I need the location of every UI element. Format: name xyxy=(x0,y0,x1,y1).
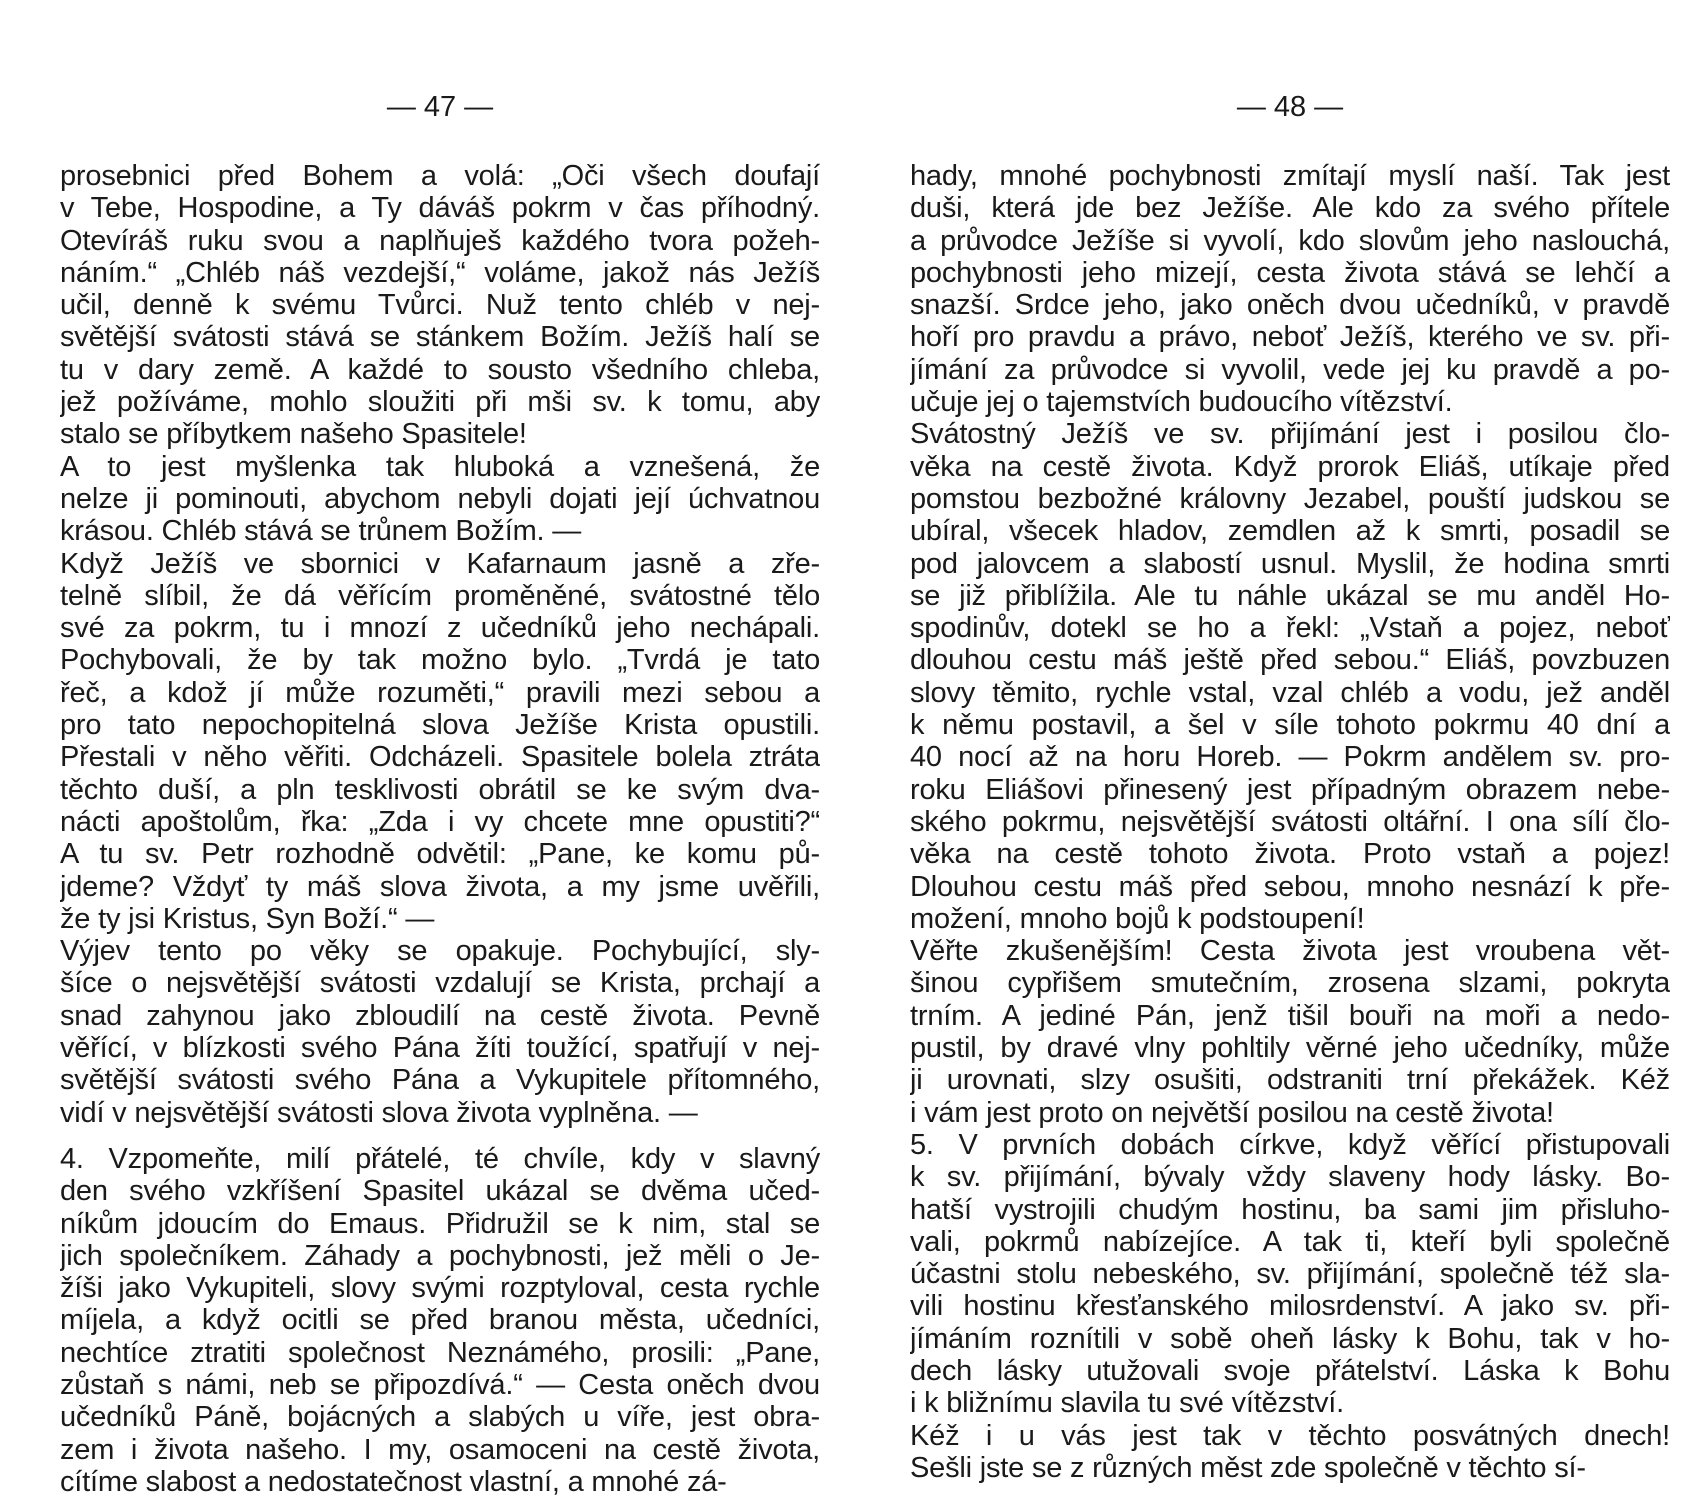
text-line: den svého vzkříšení Spasitel ukázal se dvěma učed- xyxy=(60,1175,820,1208)
text-line: Svátostný Ježíš ve sv. přijímání jest i posilou člo- xyxy=(910,418,1670,451)
text-line: prosebnici před Bohem a volá: „Oči všech doufají xyxy=(60,160,820,192)
text-line: šinou cypřišem smutečním, zrosena slzami, pokryta xyxy=(910,967,1670,1000)
text-line: pustil, by dravé vlny pohltily věrné jeho učedníky, může xyxy=(910,1032,1670,1065)
text-line: snazší. Srdce jeho, jako oněch dvou učedníků, v pravdě xyxy=(910,289,1670,322)
text-line: jímání za průvodce si vyvolil, vede jej ku pravdě a po- xyxy=(910,353,1670,386)
text-line: nechtíce ztratiti společnost Neznámého, prosili: „Pane, xyxy=(60,1336,820,1369)
text-line: Dlouhou cestu máš před sebou, mnoho nesnází k pře- xyxy=(910,870,1670,903)
text-line: učedníků Páně, bojácných a slabých u víře, jest obra- xyxy=(60,1401,820,1434)
text-line: míjela, a když ocitli se před branou města, učedníci, xyxy=(60,1304,820,1337)
text-line: pochybnosti jeho mizejí, cesta života stává se lehčí a xyxy=(910,256,1670,289)
text-line: trním. A jediné Pán, jenž tišil bouři na moři a nedo- xyxy=(910,999,1670,1032)
page-text xyxy=(60,160,820,1498)
text-line: 4. Vzpomeňte, milí přátelé, té chvíle, kdy v slavný xyxy=(60,1142,820,1175)
text-line: že ty jsi Kristus, Syn Boží.“ — xyxy=(60,902,435,935)
text-line: vili hostinu křesťanského milosrdenství. A jako sv. při- xyxy=(910,1290,1670,1323)
text-line: nácti apoštolům, řka: „Zda i vy chcete mne opustiti?“ xyxy=(60,805,820,838)
text-line: možení, mnoho bojů k podstoupení! xyxy=(910,902,1365,935)
text-line: světější svátosti stává se stánkem Božím. Ježíš halí se xyxy=(60,321,820,354)
text-line: šíce o nejsvětější svátosti vzdalují se Krista, prchají a xyxy=(60,967,820,1000)
text-line: 40 nocí až na horu Horeb. — Pokrm andělem sv. pro- xyxy=(910,741,1670,774)
text-line: dech lásky utužovali svoje přátelství. Láska k Bohu xyxy=(910,1354,1670,1387)
text-line: jímáním roznítili v sobě oheň lásky k Bohu, tak v ho- xyxy=(910,1322,1670,1355)
text-line: krásou. Chléb stává se trůnem Božím. — xyxy=(60,515,582,548)
text-line: se již přiblížila. Ale tu náhle ukázal se mu anděl Ho- xyxy=(910,579,1670,612)
text-line: snad zahynou jako zbloudilí na cestě života. Pevně xyxy=(60,999,820,1032)
text-line: cítíme slabost a nedostatečnost vlastní, a mnohé zá- xyxy=(60,1465,727,1498)
text-line: zem i života našeho. I my, osamoceni na cestě života, xyxy=(60,1433,820,1466)
text-line: učuje jej o tajemstvích budoucího vítězství. xyxy=(910,386,1453,419)
text-line: A tu sv. Petr rozhodně odvětil: „Pane, ke komu pů- xyxy=(60,838,820,871)
text-line: hoří pro pravdu a právo, neboť Ježíš, kterého ve sv. při- xyxy=(910,321,1670,354)
text-line: náním.“ „Chléb náš vezdejší,“ voláme, jakož nás Ježíš xyxy=(60,256,820,289)
text-line: účastni stolu nebeského, sv. přijímání, společně též sla- xyxy=(910,1258,1670,1291)
text-line: Když Ježíš ve sbornici v Kafarnaum jasně a zře- xyxy=(60,547,820,580)
text-line: jdeme? Vždyť ty máš slova života, a my jsme uvěřili, xyxy=(60,870,820,903)
text-line: Věřte zkušenějším! Cesta života jest vroubena vět- xyxy=(910,935,1670,968)
text-line: duši, která jde bez Ježíše. Ale kdo za svého přítele xyxy=(910,192,1670,225)
text-line: k sv. přijímání, bývaly vždy slaveny hody lásky. Bo- xyxy=(910,1161,1670,1194)
text-line: pro tato nepochopitelná slova Ježíše Krista opustili. xyxy=(60,709,820,742)
text-line: roku Eliášovi přinesený jest případným obrazem nebe- xyxy=(910,773,1670,806)
text-line: dlouhou cestu máš ještě před sebou.“ Eliáš, povzbuzen xyxy=(910,644,1670,677)
text-line: Pochybovali, že by tak možno bylo. „Tvrdá je tato xyxy=(60,644,820,677)
text-line: a průvodce Ježíše si vyvolí, kdo slovům jeho naslouchá, xyxy=(910,224,1670,257)
text-line: jich společníkem. Záhady a pochybnosti, jež měli o Je- xyxy=(60,1239,820,1272)
text-line: Přestali v něho věřiti. Odcházeli. Spasitele bolela ztráta xyxy=(60,741,820,774)
text-line: své za pokrm, tu i mnozí z učedníků jeho nechápali. xyxy=(60,612,820,645)
text-line: věka na cestě tohoto života. Proto vstaň a pojez! xyxy=(910,838,1670,871)
text-line: zůstaň s námi, neb se připozdívá.“ — Cesta oněch dvou xyxy=(60,1368,820,1401)
text-line: A to jest myšlenka tak hluboká a vznešená, že xyxy=(60,450,820,483)
text-line: ubíral, všecek hladov, zemdlen až k smrti, posadil se xyxy=(910,515,1670,548)
text-line: ji urovnati, slzy osušiti, odstraniti trní překážek. Kéž xyxy=(910,1064,1670,1097)
text-line: světější svátosti svého Pána a Vykupitele přítomného, xyxy=(60,1064,820,1097)
text-line: hady, mnohé pochybnosti zmítají myslí naší. Tak jest xyxy=(910,160,1670,192)
text-line: ského pokrmu, nejsvětější svátosti oltářní. I ona sílí člo- xyxy=(910,805,1670,838)
text-line: učil, denně k svému Tvůrci. Nuž tento chléb v nej- xyxy=(60,289,820,322)
page-number: — 48 — xyxy=(1236,91,1344,123)
text-line: žíši jako Vykupiteli, slovy svými rozptyloval, cesta rychle xyxy=(60,1272,820,1305)
text-line: vali, pokrmů nabízejíce. A tak ti, kteří byli společně xyxy=(910,1225,1670,1258)
text-line: spodinův, dotekl se ho a řekl: „Vstaň a pojez, neboť xyxy=(910,612,1670,645)
text-line: věřící, v blízkosti svého Pána žíti toužící, spatřují v nej- xyxy=(60,1032,820,1065)
text-line: Kéž i u vás jest tak v těchto posvátných dnech! xyxy=(910,1419,1670,1452)
page-text xyxy=(910,160,1670,1484)
text-line: pod jalovcem a slabostí usnul. Myslil, že hodina smrti xyxy=(910,547,1670,580)
text-line: stalo se příbytkem našeho Spasitele! xyxy=(60,418,527,451)
text-line: těchto duší, a pln tesklivosti obrátil se ke svým dva- xyxy=(60,773,820,806)
text-line: k němu postavil, a šel v síle tohoto pokrmu 40 dní a xyxy=(910,709,1670,742)
page-number: — 47 — xyxy=(386,91,494,123)
text-line: tu v dary země. A každé to sousto všedního chleba, xyxy=(60,353,820,386)
text-line: telně slíbil, že dá věřícím proměněné, svátostné tělo xyxy=(60,579,820,612)
text-line: i k bližnímu slavila tu své vítězství. xyxy=(910,1387,1344,1420)
text-line: Sešli jste se z různých měst zde společně v těchto sí- xyxy=(910,1451,1586,1484)
text-line: nelze ji pominouti, abychom nebyli dojati její úchvatnou xyxy=(60,482,820,515)
text-line: Výjev tento po věky se opakuje. Pochybující, sly- xyxy=(60,935,820,968)
text-line: slovy těmito, rychle vstal, vzal chléb a vodu, jež anděl xyxy=(910,676,1670,709)
text-line: řeč, a kdož jí může rozuměti,“ pravili mezi sebou a xyxy=(60,676,820,709)
text-line: jež požíváme, mohlo sloužiti při mši sv. k tomu, aby xyxy=(60,386,820,419)
text-line: níkům jdoucím do Emaus. Přidružil se k nim, stal se xyxy=(60,1207,820,1240)
left-page xyxy=(60,0,820,1500)
text-line: pomstou bezbožné královny Jezabel, pouští judskou se xyxy=(910,482,1670,515)
text-line: věka na cestě života. Když prorok Eliáš, utíkaje před xyxy=(910,450,1670,483)
text-line: vidí v nejsvětější svátosti slova života vyplněna. — xyxy=(60,1096,698,1129)
text-line: v Tebe, Hospodine, a Ty dáváš pokrm v čas příhodný. xyxy=(60,192,820,225)
text-line: Otevíráš ruku svou a naplňuješ každého tvora požeh- xyxy=(60,224,820,257)
text-line: i vám jest proto on největší posilou na cestě života! xyxy=(910,1096,1554,1129)
text-line: hatší vystrojili chudým hostinu, ba sami jim přisluho- xyxy=(910,1193,1670,1226)
text-line: 5. V prvních dobách církve, když věřící přistupovali xyxy=(910,1128,1670,1161)
right-page xyxy=(910,0,1670,1500)
